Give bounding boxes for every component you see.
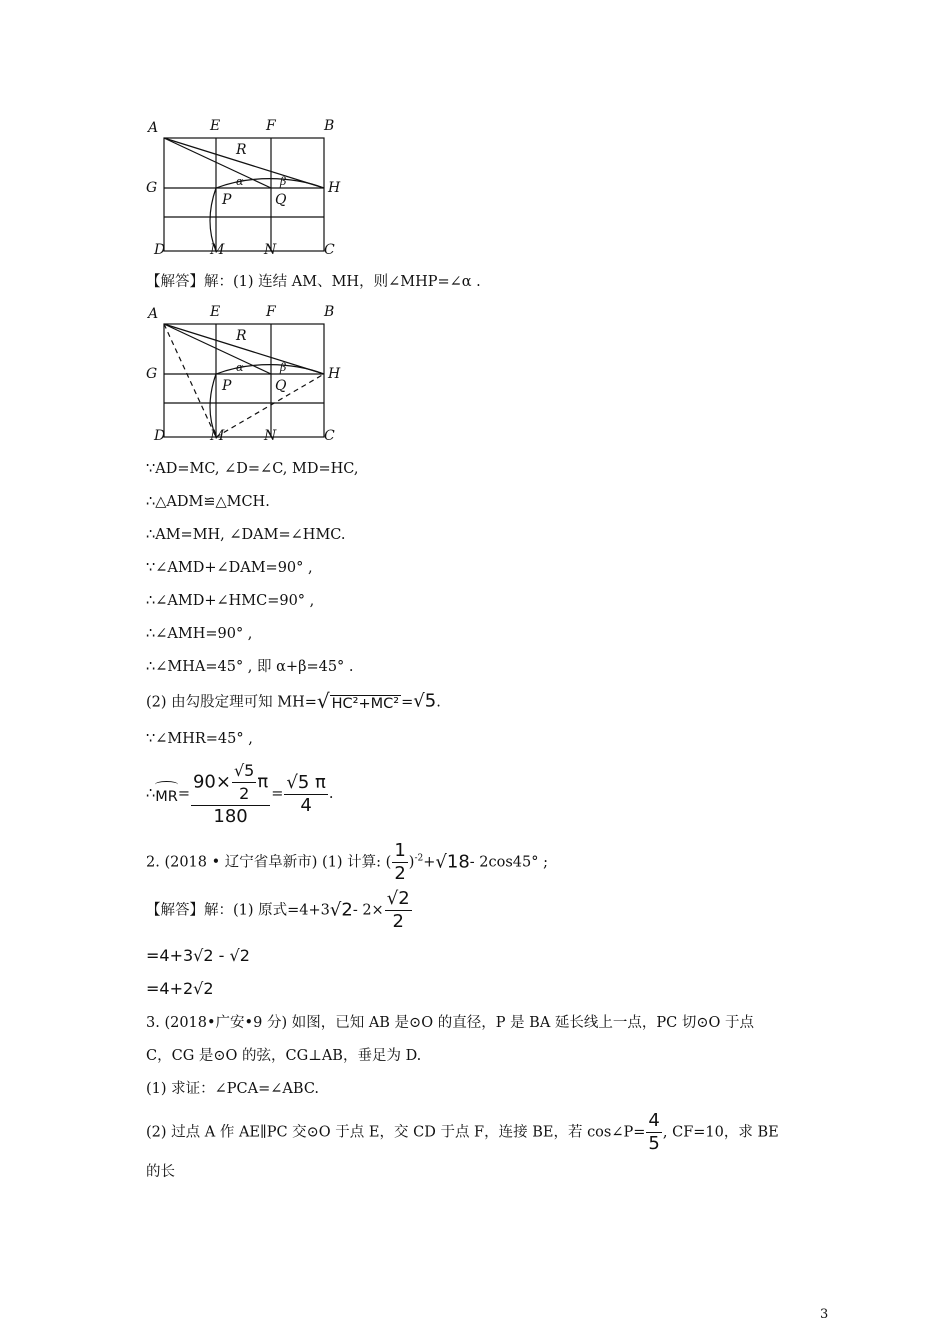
label-alpha: α (236, 175, 244, 188)
label-C: C (324, 242, 335, 258)
label-G: G (146, 366, 158, 382)
label-F: F (266, 304, 276, 320)
question-3-line-5: 的长 (146, 1164, 175, 1180)
solution-line-10: ∴ MR= 90× $\frac{√5}{2}$ π 180 = $\frac{√5 \pi}{4}$ . (146, 761, 334, 827)
solution-line-4: ∵∠AMD+∠DAM=90° , (146, 560, 313, 576)
fraction-four-fifths: $\frac{4}{5}$ (648, 1110, 660, 1154)
label-P: P (222, 192, 232, 208)
geometry-figure-1 (140, 112, 360, 262)
solution-2-line-2: =4+3√2 - √2 (146, 946, 250, 965)
label-alpha: α (236, 361, 244, 374)
arc-mr: MR (155, 781, 178, 807)
label-M: M (210, 428, 225, 444)
label-Q: Q (275, 192, 287, 208)
fraction-root2-over-2: $\frac{√2}{2}$ (386, 888, 410, 932)
label-beta: β (280, 175, 287, 188)
label-B: B (324, 304, 335, 320)
label-beta: β (280, 361, 287, 374)
label-N: N (264, 242, 277, 258)
label-D: D (154, 428, 166, 444)
label-H: H (328, 366, 341, 382)
label-Q: Q (275, 378, 287, 394)
solution-line-7: ∴∠MHA=45° , 即 α+β=45° . (146, 659, 354, 675)
label-A: A (148, 306, 159, 322)
label-F: F (266, 118, 276, 134)
page-number: 3 (820, 1307, 829, 1322)
solution-line-1: ∵AD=MC, ∠D=∠C, MD=HC, (146, 461, 359, 477)
figure-1 (140, 112, 360, 262)
solution-2-line-3: =4+2√2 (146, 979, 214, 998)
label-G: G (146, 180, 158, 196)
label-C: C (324, 428, 335, 444)
label-P: P (222, 378, 232, 394)
solution-1-head: 【解答】解：(1) 连结 AM、MH，则∠MHP=∠α . (146, 274, 481, 290)
solution-line-6: ∴∠AMH=90° , (146, 626, 253, 642)
label-B: B (324, 118, 335, 134)
label-H: H (328, 180, 341, 196)
label-M: M (210, 242, 225, 258)
solution-line-9: ∵∠MHR=45° , (146, 731, 253, 747)
fraction-result: $\frac{√5 \pi}{4}$ (286, 771, 326, 816)
solution-line-3: ∴AM=MH, ∠DAM=∠HMC. (146, 527, 346, 543)
label-R: R (236, 142, 247, 158)
label-N: N (264, 428, 277, 444)
label-A: A (148, 120, 159, 136)
label-R: R (236, 328, 247, 344)
question-3-line-2: C，CG 是⊙O 的弦，CG⊥AB，垂足为 D. (146, 1048, 422, 1064)
question-3-line-3: (1) 求证：∠PCA=∠ABC. (146, 1081, 320, 1097)
question-2: 2. (2018 • 辽宁省阜新市) (1) 计算: ( $\frac{1}{2}$ )$^{-2}$+√18- 2cos45° ; (146, 840, 549, 884)
fraction-half: $\frac{1}{2}$ (394, 840, 406, 884)
question-3-line-1: 3. (2018•广安•9 分) 如图，已知 AB 是⊙O 的直径，P 是 BA 延长线上一点，PC 切⊙O 于点 (146, 1015, 755, 1031)
solution-line-8: (2) 由勾股定理可知 MH=√ HC²+MC² =√5. (146, 688, 441, 717)
radical: √ HC²+MC² (316, 689, 400, 713)
geometry-figure-2 (140, 298, 360, 448)
fraction-arc-length: 90× $\frac{√5}{2}$ π 180 (192, 761, 269, 827)
figure-2 (140, 298, 360, 448)
solution-line-5: ∴∠AMD+∠HMC=90° , (146, 593, 315, 609)
solution-line-2: ∴△ADM≌△MCH. (146, 494, 270, 510)
question-3-line-4: (2) 过点 A 作 AE∥PC 交⊙O 于点 E，交 CD 于点 F，连接 BE，若 cos∠P= $\frac{4}{5}$ , CF=10，求 BE (146, 1110, 779, 1154)
label-E: E (210, 304, 221, 320)
solution-2-head: 【解答】解：(1) 原式=4+3√2- 2× $\frac{√2}{2}$ (146, 888, 410, 932)
label-E: E (210, 118, 221, 134)
label-D: D (154, 242, 166, 258)
